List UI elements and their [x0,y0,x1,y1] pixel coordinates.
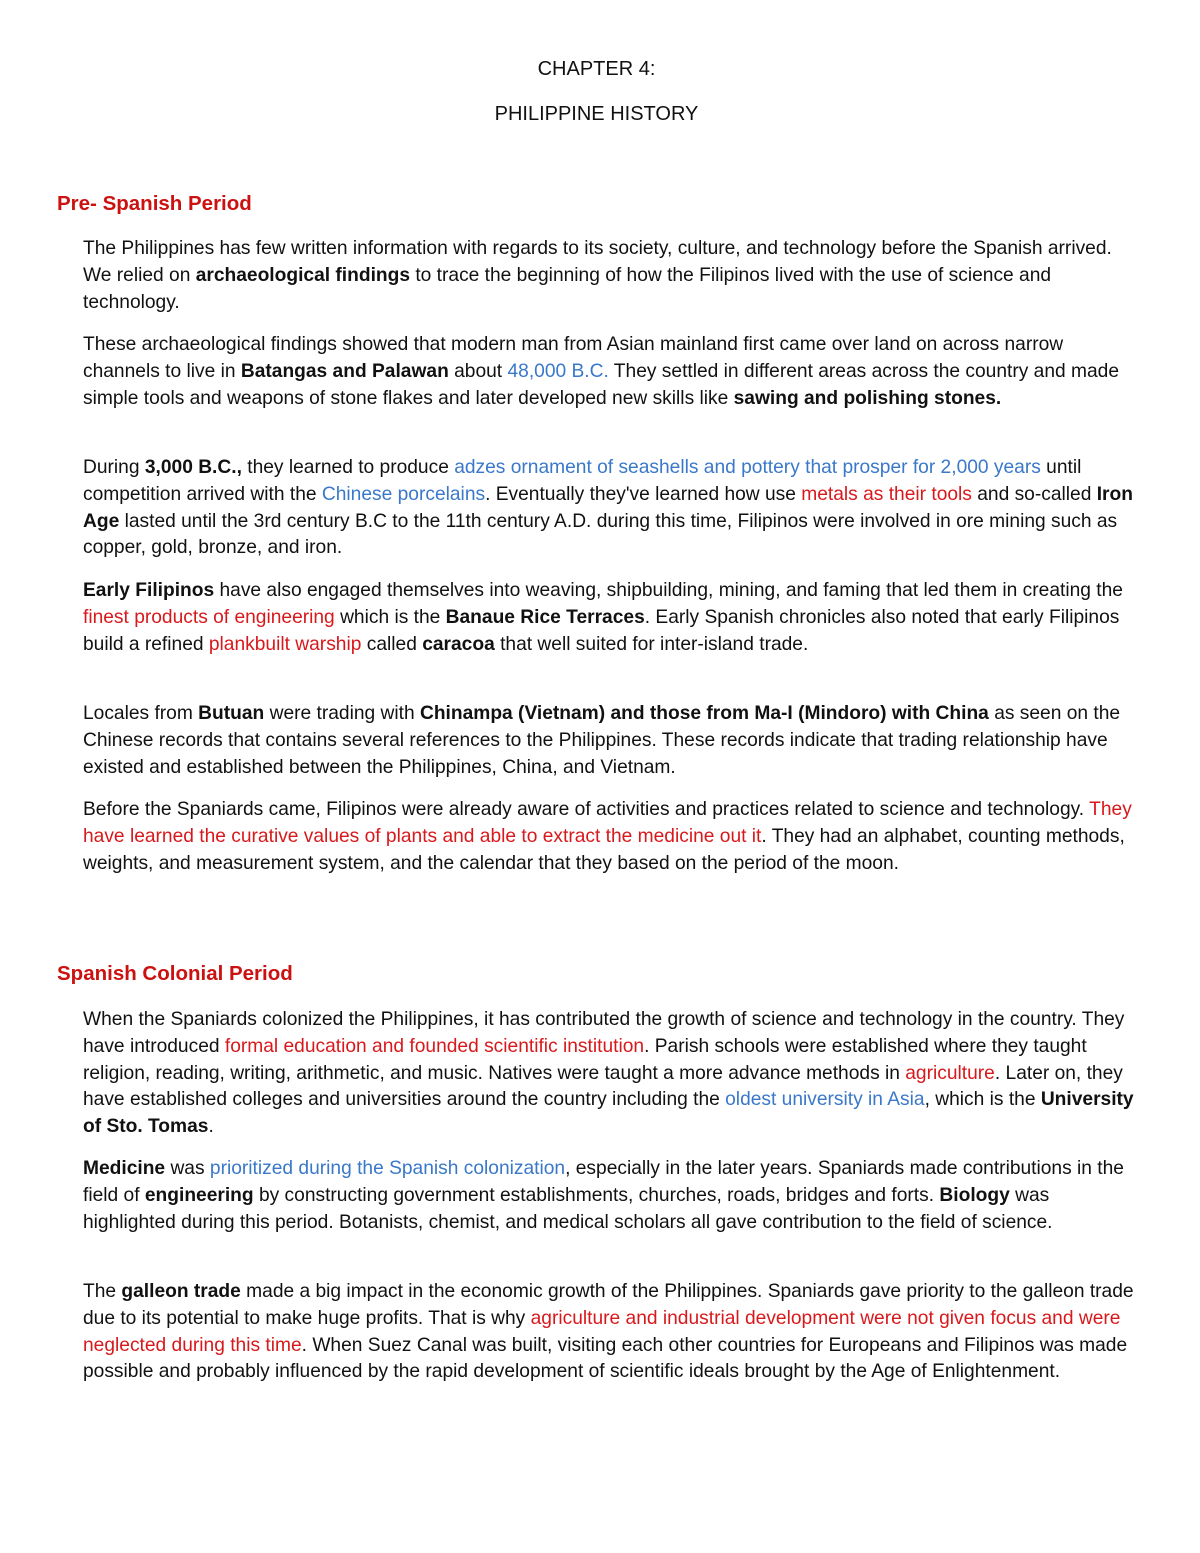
text-run: . Later on, they have established colleges and universities around the country including the [83,1062,1123,1111]
text-run: called [361,633,423,655]
text-run: about [448,360,508,382]
text-run: as seen on the Chinese records that contains several references to the Philippines. These records indicate that trading relationship have existed and established between the Philippines, China, and Vietnam. [83,703,1121,778]
text-run: until competition arrived with the [83,457,1082,505]
text-run: These archaeological findings showed that modern man from Asian mainland first came over land on across narrow channels to live in [83,334,1064,382]
text-run: was [165,1158,210,1179]
section-heading-spanish-colonial: Spanish Colonial Period [57,962,293,985]
text-run: . Early Spanish chronicles also noted that early Filipinos build a refined [83,606,1120,655]
text-run: to trace the beginning of how the Filipinos lived with the use of science and technology. [83,264,1052,313]
text-run: They settled in different areas across the country and made simple tools and weapons of stone flakes and later developed new skills like [83,360,1120,409]
bold-term: Iron Age [83,483,1133,532]
blue-highlight: prioritized during the Spanish colonization [209,1158,566,1179]
paragraph-butuan-trade [83,701,1138,781]
bold-term: Medicine [83,1158,166,1179]
red-highlight: They have learned the curative values of plants and able to extract the medicine out it [83,799,1132,847]
text-run: they learned to produce [241,457,455,478]
bold-term: engineering [144,1184,254,1206]
blue-highlight: Chinese porcelains [321,483,486,505]
bold-term: University of Sto. Tomas [83,1089,1134,1138]
text-run: . When Suez Canal was built, visiting each other countries for Europeans and Filipinos was made possible and probably influenced by the rapid development of scientific ideals brought by the Age of Enlightenment. [83,1334,1128,1383]
text-run: When the Spaniards colonized the Philippines, it has contributed the growth of science and technology in the country. They have introduced [83,1009,1125,1057]
red-highlight: formal education and founded scientific institution [224,1035,645,1057]
paragraph-early-filipinos [83,578,1138,658]
text-run: The Philippines has few written information with regards to its society, culture, and technology before the Spanish arrived. We relied on [83,238,1112,286]
text-run: . Eventually they've learned how use [485,483,802,505]
bold-term: Chinampa (Vietnam) and those from Ma-I (Mindoro) with China [419,703,989,724]
bold-term: Batangas and Palawan [240,360,449,382]
bold-term: sawing and polishing stones. [733,387,1002,409]
chapter-title: PHILIPPINE HISTORY [494,103,699,125]
text-run: , which is the [924,1089,1041,1111]
blue-highlight: oldest university in Asia [725,1089,925,1111]
red-highlight: agriculture [905,1062,995,1084]
red-highlight: agriculture and industrial development were not given focus and were neglected during this time [83,1307,1121,1356]
text-run: were trading with [264,703,420,724]
section-heading-pre-spanish: Pre- Spanish Period [57,192,252,215]
text-run: During [83,457,145,478]
text-run: was highlighted during this period. Botanists, chemist, and medical scholars all gave contribution to the field of science. [83,1184,1053,1233]
text-run: have also engaged themselves into weaving, shipbuilding, mining, and faming that led them in creating the [214,580,1123,601]
text-run: by constructing government establishments, churches, roads, bridges and forts. [253,1184,940,1206]
text-run: . Parish schools were established where they taught religion, reading, writing, arithmetic, and music. Natives were taught a more advance methods in [83,1035,1087,1084]
bold-term: Biology [939,1184,1010,1206]
text-run: Locales from [83,703,199,724]
bold-term: archaeological findings [195,264,411,286]
red-highlight: plankbuilt warship [208,633,362,655]
paragraph-iron-age [83,455,1138,562]
text-run: and so-called [971,483,1097,505]
bold-term: caracoa [422,633,495,655]
bold-term: 3,000 B.C., [144,457,242,478]
text-run: Before the Spaniards came, Filipinos were already aware of activities and practices related to science and technology. [83,799,1090,820]
paragraph-colonial-education [83,1007,1138,1141]
text-run: The [83,1281,122,1302]
text-run: made a big impact in the economic growth of the Philippines. Spaniards gave priority to the galleon trade due to its potential to make huge profits. That is why [83,1281,1134,1329]
blue-highlight: adzes ornament of seashells and pottery that prosper for 2,000 years [454,457,1041,478]
text-run: . They had an alphabet, counting methods, weights, and measurement system, and the calendar that they based on the period of the moon. [83,825,1125,874]
chapter-label: CHAPTER 4: [537,58,656,80]
paragraph-pre-spanish-intro [83,236,1138,316]
blue-highlight: 48,000 B.C. [507,360,609,382]
bold-term: Early Filipinos [83,580,215,601]
text-run: . [208,1116,214,1138]
red-highlight: finest products of engineering [83,606,335,628]
text-run: , especially in the later years. Spaniards made contributions in the field of [83,1158,1124,1206]
red-highlight: metals as their tools [801,483,972,505]
bold-term: Butuan [198,703,265,724]
text-run: that well suited for inter-island trade. [494,633,809,655]
text-run: lasted until the 3rd century B.C to the 11th century A.D. during this time, Filipinos were involved in ore mining such as copper, gold, bronze, and iron. [83,510,1118,559]
paragraph-before-spaniards [83,797,1138,877]
bold-term: galleon trade [121,1281,241,1302]
paragraph-galleon-trade [83,1279,1138,1386]
text-run: which is the [334,606,446,628]
paragraph-medicine-engineering [83,1156,1138,1236]
paragraph-archaeological-findings [83,332,1138,412]
bold-term: Banaue Rice Terraces [445,606,645,628]
